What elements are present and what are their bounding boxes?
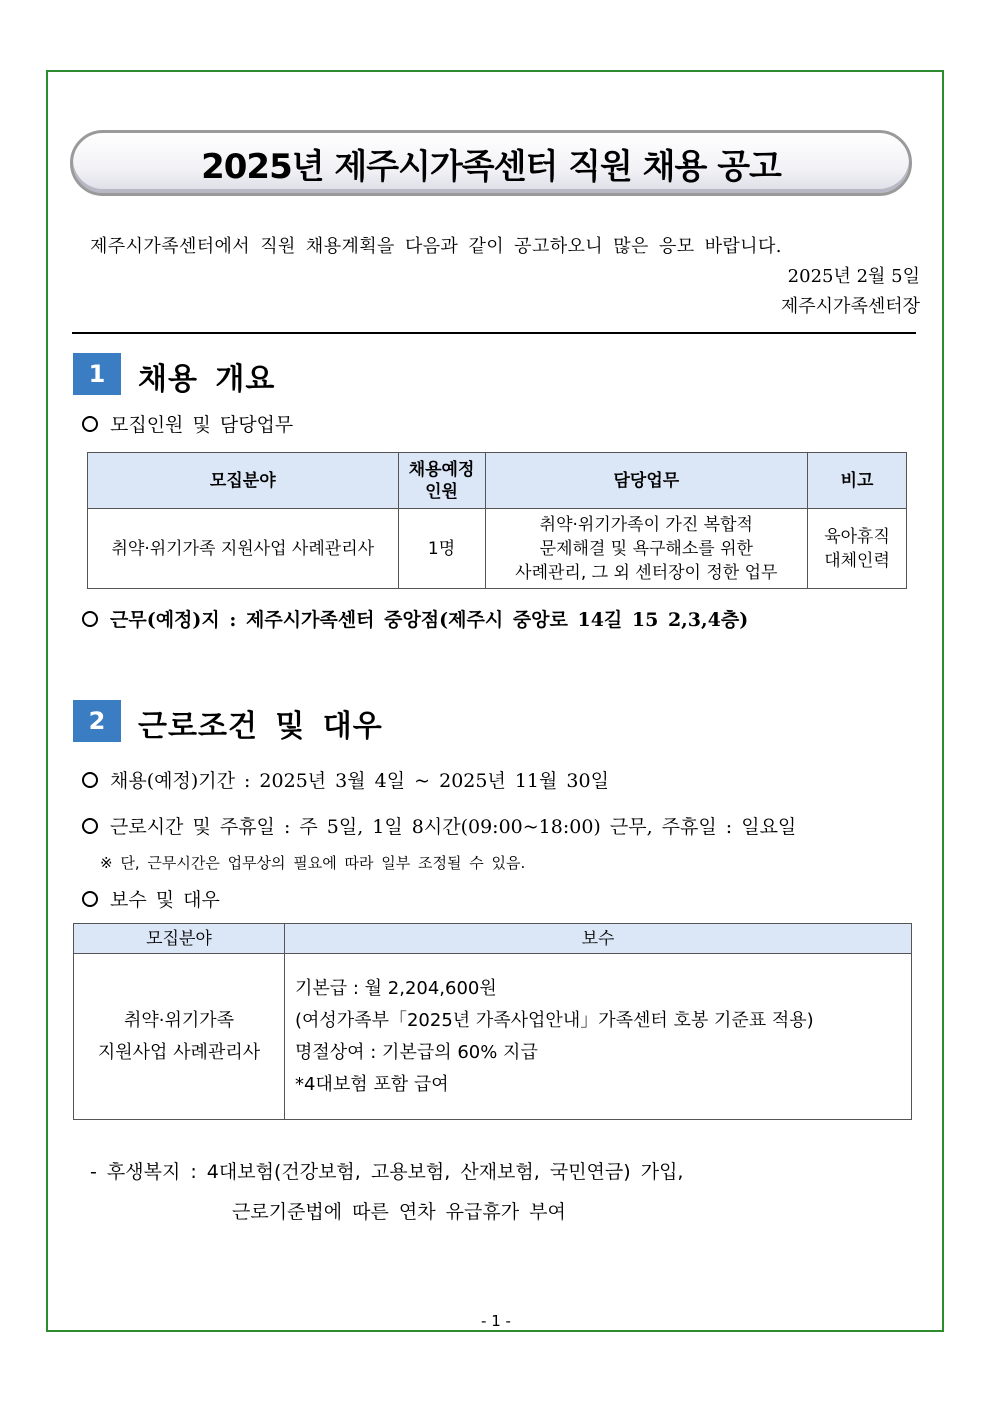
cell-duty [485,509,808,589]
section2-title: 근로조건 및 대우 [138,709,383,744]
announce-date: 2025년 2월 5일 [787,266,920,287]
section1-sub-heading [82,410,293,437]
duty-line-2: 문제해결 및 욕구해소를 위한 [539,538,753,559]
hours-line [82,812,796,839]
page-title: 2025년 제주시가족센터 직원 채용 공고 [201,146,781,187]
hours-note: ※ 단, 근무시간은 업무상의 필요에 따라 일부 조정될 수 있음. [100,854,526,872]
pay-line-1: 기본급 : 월 2,204,600원 [295,977,497,999]
period-text: 채용(예정)기간 : 2025년 3월 4일 ~ 2025년 11월 30일 [110,770,609,792]
pay-header-field: 모집분야 [74,924,285,954]
title-banner [70,130,912,196]
workplace-line [82,605,748,632]
pay-line-3: 명절상여 : 기본급의 60% 지급 [295,1041,538,1063]
pay-table [73,923,912,1120]
note-line-1: 육아휴직 [824,526,890,547]
page-number: - 1 - [481,1312,511,1330]
section1-title: 채용 개요 [138,362,276,397]
pay-cell-detail [285,954,912,1120]
divider [72,332,916,334]
circle-bullet-icon [82,611,98,627]
header-count-text: 채용예정 인원 [408,459,475,502]
circle-bullet-icon [82,416,98,432]
pay-header-pay: 보수 [285,924,912,954]
table-row [88,509,907,589]
intro-block [90,232,920,322]
circle-bullet-icon [82,772,98,788]
period-line [82,766,609,793]
pay-line-2: (여성가족부「2025년 가족사업안내」가족센터 호봉 기준표 적용) [295,1009,814,1031]
workplace-text: 근무(예정)지 : 제주시가족센터 중앙점(제주시 중앙로 14길 15 2,3,4층) [110,609,749,631]
cell-field: 취약·위기가족 지원사업 사례관리사 [88,509,399,589]
pay-field-line-1: 취약·위기가족 [123,1009,235,1031]
pay-heading-text: 보수 및 대우 [110,889,220,911]
cell-count: 1명 [398,509,485,589]
sub-heading-text: 모집인원 및 담당업무 [110,414,294,436]
welfare-line-2: 근로기준법에 따른 연차 유급휴가 부여 [232,1201,566,1223]
note-line-2: 대체인력 [824,550,890,571]
welfare-block [90,1152,683,1232]
pay-cell-field [74,954,285,1120]
signer: 제주시가족센터장 [780,296,920,317]
recruit-table [87,452,907,589]
pay-line-4: *4대보험 포함 급여 [295,1073,449,1095]
header-note: 비고 [808,453,907,509]
pay-field-line-2: 지원사업 사례관리사 [97,1041,261,1063]
welfare-line-1: - 후생복지 : 4대보험(건강보험, 고용보험, 산재보험, 국민연금) 가입, [90,1161,684,1183]
cell-note [808,509,907,589]
header-duty: 담당업무 [485,453,808,509]
section1-number: 1 [73,353,121,395]
duty-line-3: 사례관리, 그 외 센터장이 정한 업무 [515,562,778,583]
pay-heading [82,885,220,912]
intro-text: 제주시가족센터에서 직원 채용계획을 다음과 같이 공고하오니 많은 응모 바랍니다. [90,236,782,257]
circle-bullet-icon [82,891,98,907]
header-field: 모집분야 [88,453,399,509]
circle-bullet-icon [82,818,98,834]
hours-text: 근로시간 및 주휴일 : 주 5일, 1일 8시간(09:00~18:00) 근무, 주휴일 : 일요일 [110,816,797,838]
section2-number: 2 [73,700,121,742]
table-row [74,954,912,1120]
duty-line-1: 취약·위기가족이 가진 복합적 [539,514,753,535]
header-count [398,453,485,509]
